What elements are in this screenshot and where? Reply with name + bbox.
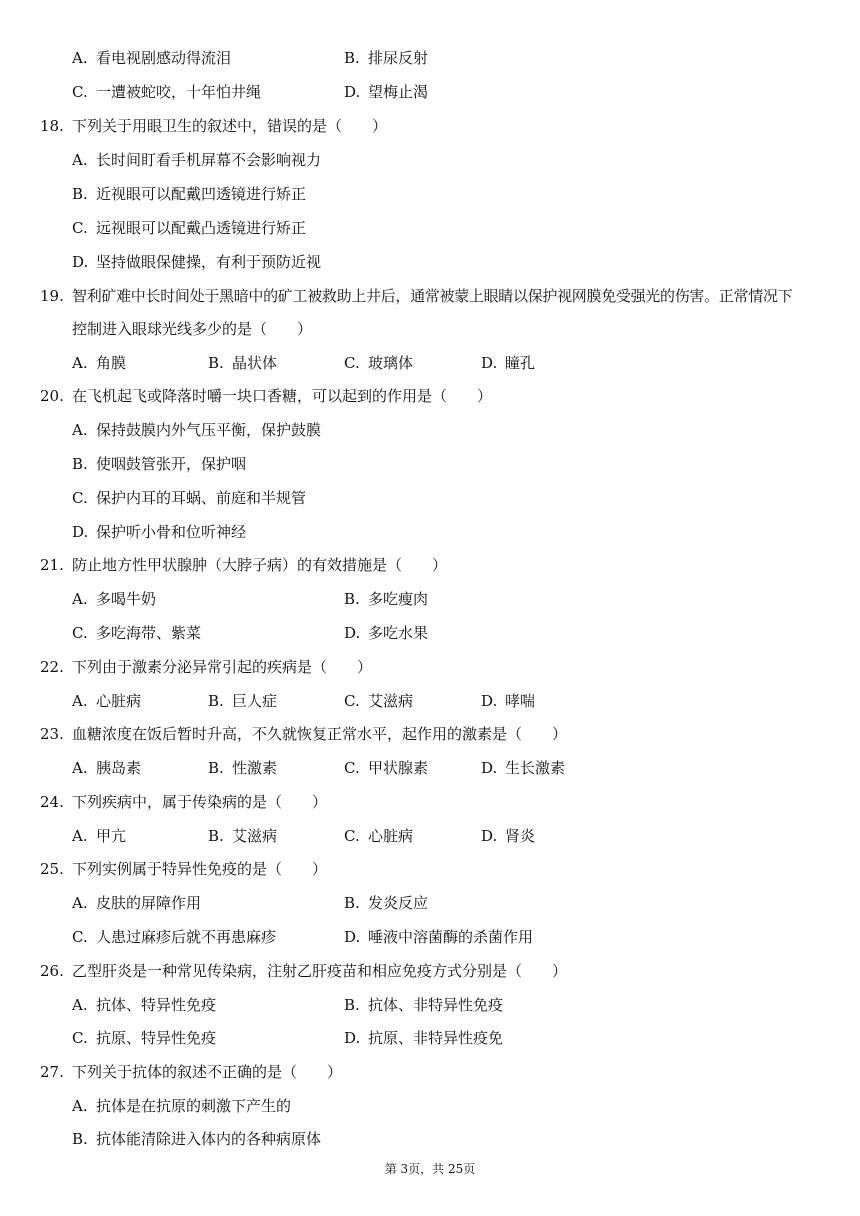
option-row xyxy=(0,988,860,1022)
option-row xyxy=(0,819,860,853)
question-stem-continued xyxy=(0,312,860,346)
option-a: A. 长时间盯看手机屏幕不会影响视力 xyxy=(72,151,322,169)
question-number: 20. xyxy=(40,387,64,405)
question-text: 乙型肝炎是一种常见传染病，注射乙肝疫苗和相应免疫方式分别是（ ） xyxy=(72,962,568,980)
option-d: D. 肾炎 xyxy=(481,827,536,845)
option-c: C. 玻璃体 xyxy=(344,354,414,372)
question-stem xyxy=(0,379,860,413)
option-d: D. 坚持做眼保健操，有利于预防近视 xyxy=(72,253,322,271)
question-stem xyxy=(0,548,860,582)
option-b: B. 近视眼可以配戴凹透镜进行矫正 xyxy=(72,185,307,203)
option-row xyxy=(0,582,860,616)
option-c: C. 远视眼可以配戴凸透镜进行矫正 xyxy=(72,219,307,237)
option-c: C. 保护内耳的耳蜗、前庭和半规管 xyxy=(72,489,307,507)
option-a: A. 心脏病 xyxy=(72,692,142,710)
option-row xyxy=(0,886,860,920)
question-number: 22. xyxy=(40,658,64,676)
option-row xyxy=(0,1089,860,1123)
question-number: 23. xyxy=(40,725,64,743)
question-number: 25. xyxy=(40,860,64,878)
option-a: A. 抗体、特异性免疫 xyxy=(72,996,217,1014)
option-row xyxy=(0,75,860,109)
question-text: 血糖浓度在饭后暂时升高，不久就恢复正常水平，起作用的激素是（ ） xyxy=(72,725,568,743)
option-c: C. 甲状腺素 xyxy=(344,759,429,777)
question-stem xyxy=(0,650,860,684)
option-row xyxy=(0,413,860,447)
question-stem xyxy=(0,954,860,988)
question-text: 防止地方性甲状腺肿（大脖子病）的有效措施是（ ） xyxy=(72,556,448,574)
option-d: D. 生长激素 xyxy=(481,759,566,777)
option-row xyxy=(0,920,860,954)
option-row xyxy=(0,616,860,650)
question-stem xyxy=(0,279,860,313)
option-a: A. 多喝牛奶 xyxy=(72,590,157,608)
question-text: 下列由于激素分泌异常引起的疾病是（ ） xyxy=(72,658,373,676)
question-text: 智利矿难中长时间处于黑暗中的矿工被救助上井后，通常被蒙上眼睛以保护视网膜免受强光的伤害。正常情况下 xyxy=(72,287,793,305)
question-text-line2: 控制进入眼球光线多少的是（ ） xyxy=(72,320,313,338)
option-d: D. 瞳孔 xyxy=(481,354,536,372)
option-b: B. 抗体能清除进入体内的各种病原体 xyxy=(72,1130,322,1148)
option-c: C. 心脏病 xyxy=(344,827,414,845)
option-a: A. 角膜 xyxy=(72,354,127,372)
option-a: A. 抗体是在抗原的刺激下产生的 xyxy=(72,1097,292,1115)
option-a: A. 看电视剧感动得流泪 xyxy=(72,49,232,67)
option-row xyxy=(0,1122,860,1156)
question-text: 下列关于用眼卫生的叙述中，错误的是（ ） xyxy=(72,117,388,135)
question-text: 下列实例属于特异性免疫的是（ ） xyxy=(72,860,328,878)
option-row xyxy=(0,1021,860,1055)
question-text: 下列关于抗体的叙述不正确的是（ ） xyxy=(72,1063,343,1081)
option-d: D. 唾液中溶菌酶的杀菌作用 xyxy=(344,928,534,946)
question-stem xyxy=(0,1055,860,1089)
option-b: B. 抗体、非特异性免疫 xyxy=(344,996,504,1014)
question-stem xyxy=(0,109,860,143)
option-b: B. 性激素 xyxy=(208,759,278,777)
question-stem xyxy=(0,785,860,819)
option-row xyxy=(0,346,860,380)
question-number: 27. xyxy=(40,1063,64,1081)
question-text: 下列疾病中，属于传染病的是（ ） xyxy=(72,793,328,811)
question-stem xyxy=(0,852,860,886)
option-row xyxy=(0,515,860,549)
question-stem xyxy=(0,717,860,751)
option-c: C. 一遭被蛇咬，十年怕井绳 xyxy=(72,83,262,101)
option-row xyxy=(0,447,860,481)
option-row xyxy=(0,245,860,279)
question-number: 18. xyxy=(40,117,64,135)
option-row xyxy=(0,751,860,785)
option-a: A. 保持鼓膜内外气压平衡，保护鼓膜 xyxy=(72,421,322,439)
question-text: 在飞机起飞或降落时嚼一块口香糖，可以起到的作用是（ ） xyxy=(72,387,493,405)
option-d: D. 抗原、非特异性疫免 xyxy=(344,1029,504,1047)
option-row xyxy=(0,177,860,211)
option-b: B. 晶状体 xyxy=(208,354,278,372)
option-b: B. 多吃瘦肉 xyxy=(344,590,429,608)
option-row xyxy=(0,143,860,177)
option-b: B. 巨人症 xyxy=(208,692,278,710)
question-number: 24. xyxy=(40,793,64,811)
option-row xyxy=(0,211,860,245)
option-c: C. 抗原、特异性免疫 xyxy=(72,1029,217,1047)
option-row xyxy=(0,41,860,75)
option-b: B. 发炎反应 xyxy=(344,894,429,912)
option-row xyxy=(0,481,860,515)
question-number: 21. xyxy=(40,556,64,574)
option-row xyxy=(0,684,860,718)
option-a: A. 皮肤的屏障作用 xyxy=(72,894,202,912)
option-d: D. 多吃水果 xyxy=(344,624,429,642)
option-c: C. 艾滋病 xyxy=(344,692,414,710)
option-a: A. 甲亢 xyxy=(72,827,127,845)
option-c: C. 人患过麻疹后就不再患麻疹 xyxy=(72,928,277,946)
option-d: D. 保护听小骨和位听神经 xyxy=(72,523,247,541)
option-b: B. 使咽鼓管张开，保护咽 xyxy=(72,455,247,473)
option-d: D. 望梅止渴 xyxy=(344,83,429,101)
question-number: 26. xyxy=(40,962,64,980)
option-d: D. 哮喘 xyxy=(481,692,536,710)
option-a: A. 胰岛素 xyxy=(72,759,142,777)
page-number-footer: 第 3页，共 25页 xyxy=(384,1162,476,1176)
question-number: 19. xyxy=(40,287,64,305)
option-b: B. 艾滋病 xyxy=(208,827,278,845)
option-c: C. 多吃海带、紫菜 xyxy=(72,624,202,642)
option-b: B. 排尿反射 xyxy=(344,49,429,67)
